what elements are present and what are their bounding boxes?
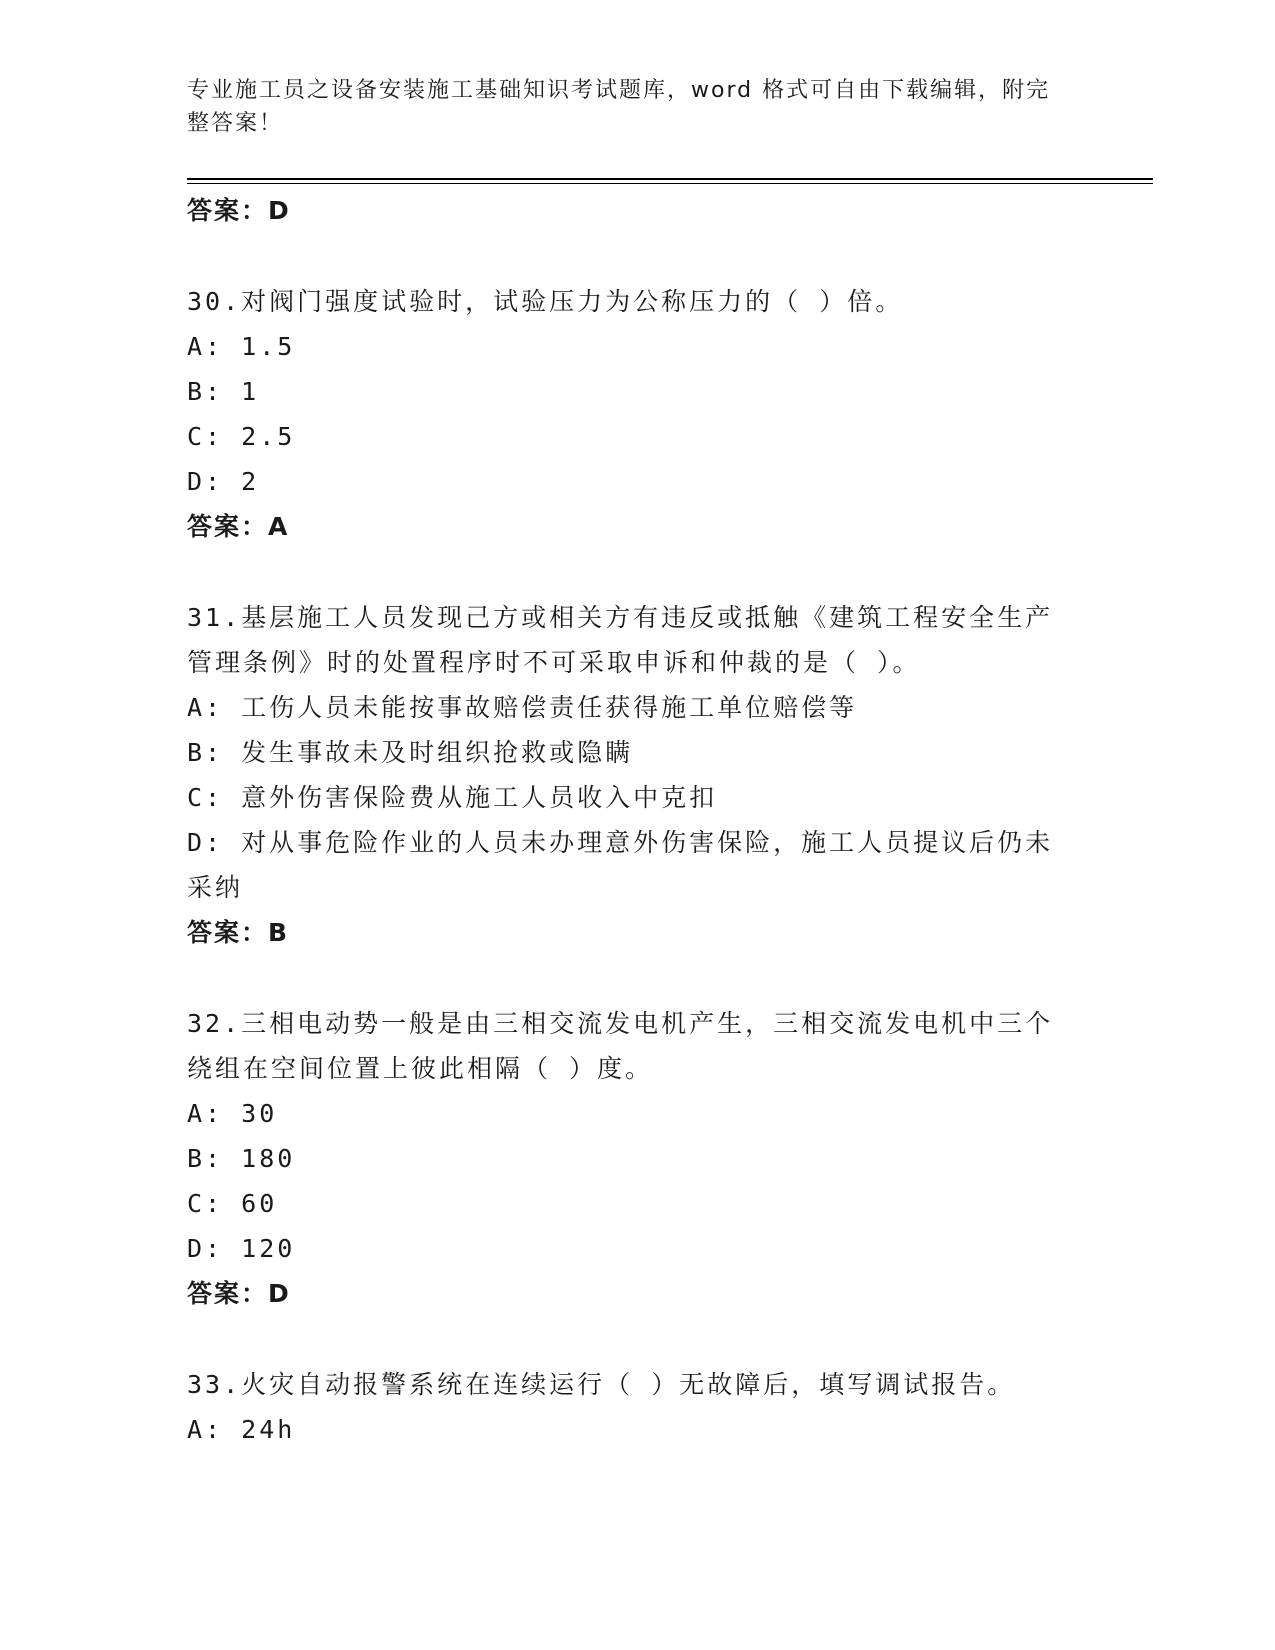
option-d: D: 对从事危险作业的人员未办理意外伤害保险，施工人员提议后仍未 (187, 828, 1054, 857)
option-c: C: 意外伤害保险费从施工人员收入中克扣 (187, 783, 718, 812)
question-31 (187, 595, 1087, 955)
question-text: 32.三相电动势一般是由三相交流发电机产生，三相交流发电机中三个 (187, 1009, 1054, 1038)
option-d: D: 120 (187, 1234, 296, 1263)
question-text: 管理条例》时的处置程序时不可采取申诉和仲裁的是（ ）。 (187, 648, 921, 677)
option-a: A: 1.5 (187, 332, 296, 361)
option-a: A: 24h (187, 1415, 296, 1444)
option-a: A: 30 (187, 1099, 278, 1128)
question-30 (187, 279, 1087, 549)
question-content (187, 188, 1087, 1452)
option-a: A: 工伤人员未能按事故赔偿责任获得施工单位赔偿等 (187, 693, 858, 722)
question-33 (187, 1362, 1087, 1452)
document-header: 专业施工员之设备安装施工基础知识考试题库，word 格式可自由下载编辑，附完整答案！ (187, 78, 1051, 136)
option-d-continued: 采纳 (187, 873, 244, 902)
option-c: C: 2.5 (187, 422, 296, 451)
option-b: B: 180 (187, 1144, 296, 1173)
spacer (187, 955, 1087, 1001)
spacer (187, 1316, 1087, 1362)
option-d: D: 2 (187, 467, 260, 496)
answer-label: 答案：D (187, 1279, 291, 1308)
answer-label: 答案：D (187, 196, 291, 225)
header-divider-thick (187, 178, 1153, 180)
answer-label: 答案：A (187, 512, 290, 541)
question-text: 30.对阀门强度试验时，试验压力为公称压力的（ ）倍。 (187, 287, 904, 316)
spacer (187, 233, 1087, 279)
option-c: C: 60 (187, 1189, 278, 1218)
question-text: 绕组在空间位置上彼此相隔（ ）度。 (187, 1054, 654, 1083)
header-divider-thin (187, 183, 1153, 184)
question-text: 31.基层施工人员发现己方或相关方有违反或抵触《建筑工程安全生产 (187, 603, 1054, 632)
question-text: 33.火灾自动报警系统在连续运行（ ）无故障后，填写调试报告。 (187, 1370, 1016, 1399)
spacer (187, 549, 1087, 595)
option-b: B: 1 (187, 377, 260, 406)
question-32 (187, 1001, 1087, 1316)
answer-label: 答案：B (187, 918, 290, 947)
option-b: B: 发生事故未及时组织抢救或隐瞒 (187, 738, 634, 767)
